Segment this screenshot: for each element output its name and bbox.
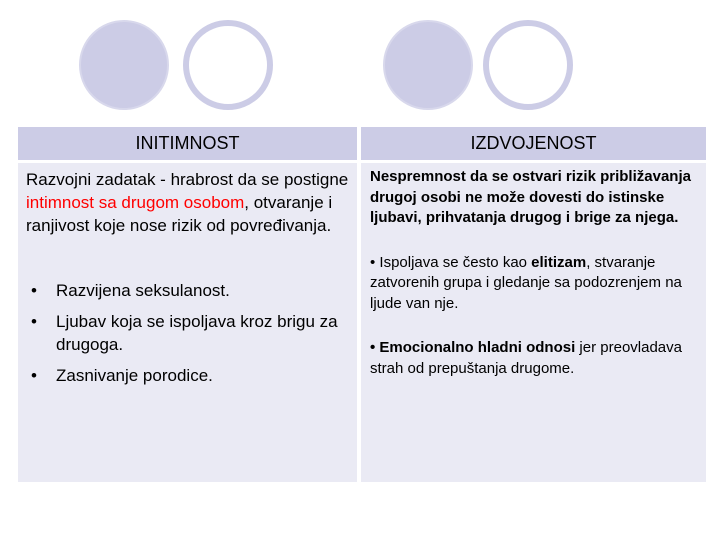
intimacy-text-1: hrabrost da se postigne bbox=[165, 170, 349, 189]
decorative-circle-ring bbox=[183, 20, 273, 110]
development-task-label: Razvojni zadatak - bbox=[26, 170, 166, 189]
decorative-circles bbox=[0, 0, 720, 130]
list-item: • Razvijena seksulanost. bbox=[26, 279, 351, 302]
cold-relations-suffix: jer preovladava strah od prepuštanja drugome. bbox=[370, 339, 682, 377]
header-intimacy: INITIMNOST bbox=[18, 127, 357, 160]
cell-isolation bbox=[361, 163, 706, 482]
intimacy-bullet-list bbox=[26, 279, 351, 387]
header-isolation: IZDVOJENOST bbox=[361, 127, 706, 160]
isolation-description: Nespremnost da se ostvari rizik približavanja drugoj osobi ne može dovesti do istinske ljubavi, prihvatanja drugog i brige za njega. bbox=[370, 168, 691, 226]
elitism-suffix: , stvaranje zatvorenih grupa i gledanje sa podozrenjem na ljude van nje. bbox=[370, 253, 682, 312]
intimacy-description bbox=[26, 168, 351, 237]
list-item: • Zasnivanje porodice. bbox=[26, 364, 351, 387]
cell-intimacy bbox=[18, 163, 357, 482]
comparison-table bbox=[18, 127, 706, 482]
isolation-point-cold-relations bbox=[370, 338, 698, 379]
intimacy-highlight: intimnost sa drugom osobom bbox=[26, 193, 245, 212]
list-item: • Ljubav koja se ispoljava kroz brigu za drugoga. bbox=[26, 310, 351, 356]
elitism-prefix: • Ispoljava se često kao bbox=[370, 253, 532, 271]
elitism-term: elitizam bbox=[531, 253, 587, 271]
decorative-circle-ring bbox=[483, 20, 573, 110]
intimacy-text-2: , otvaranje i ranjivost koje nose rizik od povređivanja. bbox=[26, 193, 333, 235]
cold-relations-term: • Emocionalno hladni odnosi bbox=[370, 339, 576, 356]
decorative-circle-filled bbox=[383, 20, 473, 110]
isolation-point-elitism bbox=[370, 253, 698, 315]
decorative-circle-filled bbox=[79, 20, 169, 110]
